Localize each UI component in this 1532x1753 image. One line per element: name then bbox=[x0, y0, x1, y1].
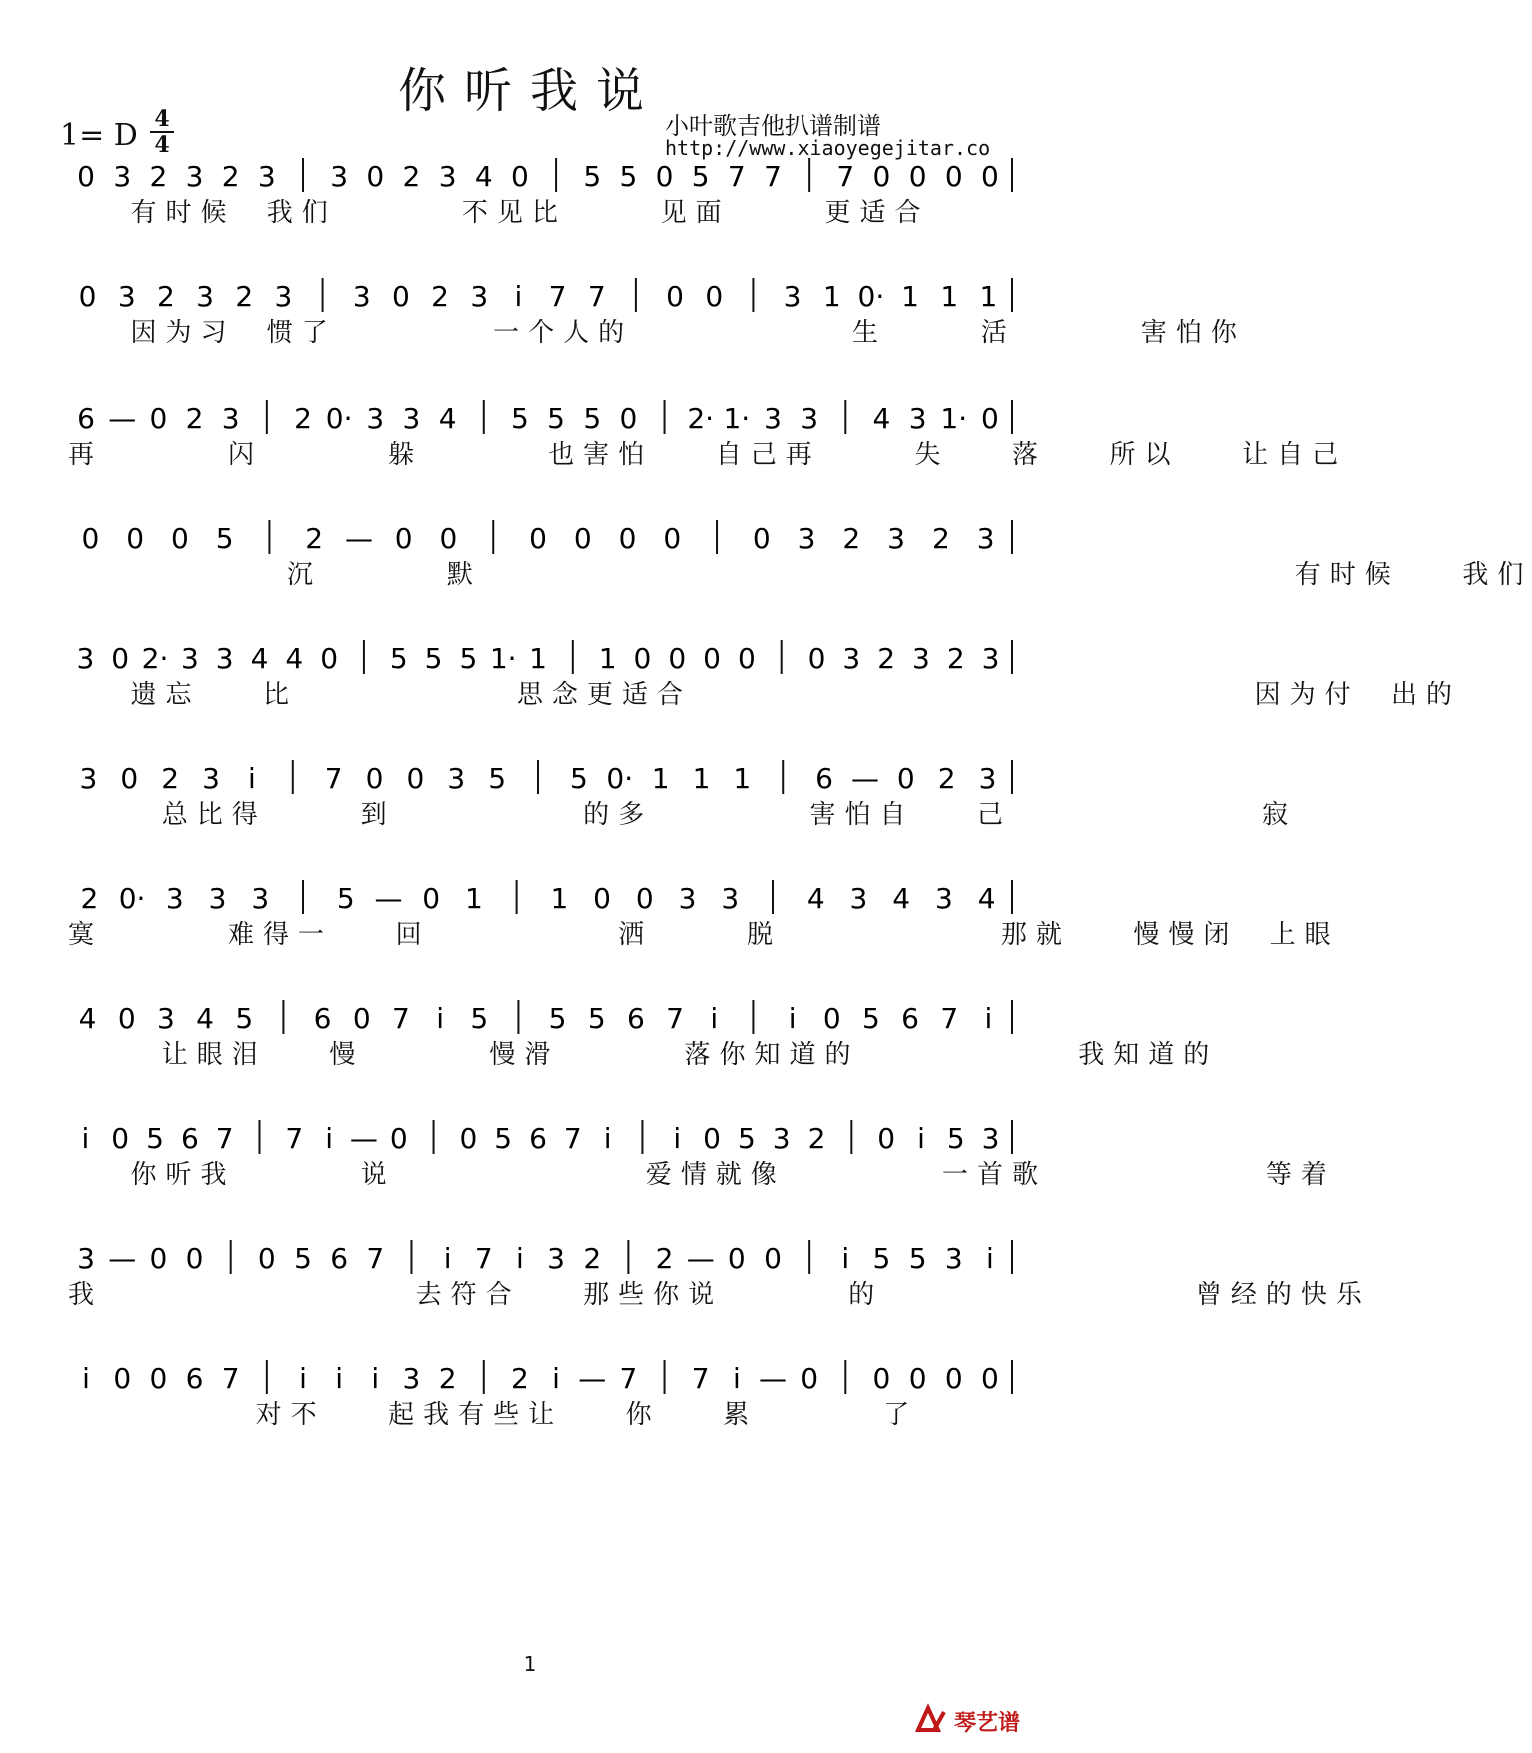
meter-top: 4 bbox=[154, 106, 170, 132]
note: 0 bbox=[800, 1362, 819, 1395]
score-row bbox=[58, 270, 1246, 400]
note: 5 bbox=[215, 522, 234, 555]
note: 4 bbox=[438, 402, 457, 435]
note: 0 bbox=[593, 882, 612, 915]
note: 3 bbox=[77, 1242, 95, 1275]
note: 2 bbox=[931, 522, 950, 555]
note: 0 bbox=[529, 522, 547, 555]
note: 3 bbox=[800, 402, 819, 435]
note: 1· bbox=[723, 402, 751, 435]
note: 0 bbox=[981, 402, 999, 435]
note: 3 bbox=[547, 1242, 565, 1275]
note: 7 bbox=[619, 1362, 638, 1395]
note: 0 bbox=[459, 1122, 478, 1155]
note: 7 bbox=[215, 1122, 234, 1155]
note: 0 bbox=[406, 762, 425, 795]
score-row bbox=[58, 1112, 1336, 1242]
note: — bbox=[578, 1362, 607, 1395]
note: 2 bbox=[149, 160, 168, 193]
note: 7 bbox=[285, 1122, 304, 1155]
note: 6 bbox=[77, 402, 95, 435]
note: 0 bbox=[392, 280, 410, 313]
note: 1 bbox=[733, 762, 752, 795]
note: 3 bbox=[208, 882, 227, 915]
note: 3 bbox=[934, 882, 953, 915]
note: 3 bbox=[842, 642, 861, 675]
note: 3 bbox=[447, 762, 466, 795]
note: 0 bbox=[81, 522, 100, 555]
note: 3 bbox=[981, 1122, 1000, 1155]
note: 4 bbox=[872, 402, 891, 435]
note: 4 bbox=[285, 642, 304, 675]
note: 2 bbox=[161, 762, 180, 795]
note: 2 bbox=[438, 1362, 457, 1395]
note: 1· bbox=[940, 402, 968, 435]
lyrics-line: 对不 起我有些让 你 累 了 bbox=[68, 1400, 919, 1430]
note: 0 bbox=[635, 882, 654, 915]
note: 0 bbox=[113, 1362, 132, 1395]
note: 3 bbox=[180, 642, 199, 675]
note: 5 bbox=[872, 1242, 891, 1275]
score-row bbox=[58, 150, 1016, 280]
note: 3 bbox=[678, 882, 697, 915]
lyrics-line: 让眼泪 慢 慢滑 落你知道的 我知道的 bbox=[68, 1040, 1219, 1070]
note: 3 bbox=[438, 160, 457, 193]
note: 0 bbox=[111, 642, 130, 675]
score-row bbox=[58, 872, 1340, 1002]
score-row bbox=[58, 512, 1532, 642]
note: 1 bbox=[598, 642, 617, 675]
score-row bbox=[58, 632, 1461, 762]
note: i bbox=[984, 1002, 993, 1035]
note: i bbox=[788, 1002, 797, 1035]
note: — bbox=[344, 522, 373, 555]
note: 2 bbox=[842, 522, 861, 555]
note: 5 bbox=[583, 402, 602, 435]
note: 2· bbox=[141, 642, 169, 675]
transcriber-credit: 小叶歌吉他扒谱制谱 bbox=[665, 112, 881, 140]
note: 2· bbox=[687, 402, 715, 435]
note: 5 bbox=[547, 402, 565, 435]
note: 1 bbox=[529, 642, 547, 675]
note: 4 bbox=[250, 642, 269, 675]
note: i bbox=[248, 762, 256, 795]
note: 3 bbox=[912, 642, 930, 675]
note: 2 bbox=[402, 160, 421, 193]
note: 3 bbox=[849, 882, 868, 915]
score-row bbox=[58, 752, 1298, 882]
note: i bbox=[710, 1002, 719, 1035]
note: 0 bbox=[764, 1242, 782, 1275]
note: i bbox=[732, 1362, 741, 1395]
note: 3 bbox=[165, 882, 184, 915]
note: 5 bbox=[488, 762, 507, 795]
note: — bbox=[108, 1242, 137, 1275]
note: 0· bbox=[857, 280, 885, 313]
note: 0 bbox=[666, 280, 684, 313]
note: 3 bbox=[366, 402, 385, 435]
note: i bbox=[603, 1122, 612, 1155]
meter-bottom: 4 bbox=[154, 132, 170, 158]
note: 2 bbox=[807, 1122, 826, 1155]
key-signature: 1= D bbox=[60, 118, 138, 153]
note: 3 bbox=[797, 522, 816, 555]
note: 2 bbox=[221, 160, 240, 193]
note: 0 bbox=[394, 522, 413, 555]
note: 5 bbox=[691, 160, 710, 193]
lyrics-line: 寞 难得一 回 洒 脱 那就 慢慢闭 上眼 bbox=[68, 920, 1340, 950]
note: — bbox=[108, 402, 137, 435]
note: 0 bbox=[908, 1362, 927, 1395]
note: 1 bbox=[692, 762, 711, 795]
note: 0 bbox=[120, 762, 139, 795]
note: i bbox=[81, 1122, 90, 1155]
note: 7 bbox=[940, 1002, 959, 1035]
note: 0 bbox=[727, 1242, 746, 1275]
note: 3 bbox=[402, 402, 421, 435]
note: 4 bbox=[196, 1002, 214, 1035]
song-title: 你听我说 bbox=[397, 63, 662, 119]
note: 3 bbox=[908, 402, 927, 435]
note: 6 bbox=[185, 1362, 204, 1395]
note: 1· bbox=[489, 642, 517, 675]
lyrics-line: 你听我 说 爱情就像 一首歌 等着 bbox=[68, 1160, 1336, 1190]
note: 4 bbox=[474, 160, 493, 193]
note: 5 bbox=[389, 642, 408, 675]
note: 0 bbox=[170, 522, 189, 555]
note: 0 bbox=[668, 642, 687, 675]
score-row bbox=[58, 992, 1219, 1122]
note: 0· bbox=[325, 402, 353, 435]
note: 3 bbox=[257, 160, 276, 193]
note: — bbox=[349, 1122, 378, 1155]
note: 0 bbox=[703, 1122, 721, 1155]
note: 3 bbox=[79, 762, 98, 795]
note: 6 bbox=[815, 762, 834, 795]
note: 6 bbox=[180, 1122, 199, 1155]
note: 2 bbox=[157, 280, 175, 313]
note: i bbox=[514, 280, 523, 313]
note: 0 bbox=[663, 522, 682, 555]
note: 3 bbox=[113, 160, 132, 193]
note: 0 bbox=[149, 1242, 168, 1275]
note: 3 bbox=[470, 280, 489, 313]
note: 2 bbox=[235, 280, 254, 313]
note: 5 bbox=[569, 762, 588, 795]
note: 0 bbox=[944, 160, 963, 193]
note: 0 bbox=[149, 1362, 168, 1395]
lyrics-line: 有时候 我们 不见比 见面 更适合 bbox=[68, 198, 930, 228]
score-row bbox=[58, 392, 1348, 522]
note: i bbox=[917, 1122, 925, 1155]
note: 5 bbox=[583, 160, 602, 193]
note: 2 bbox=[583, 1242, 602, 1275]
note: 3 bbox=[221, 402, 240, 435]
note: 7 bbox=[392, 1002, 410, 1035]
note: 0 bbox=[126, 522, 145, 555]
note: 3 bbox=[783, 280, 802, 313]
note: 2 bbox=[185, 402, 204, 435]
note: 5 bbox=[235, 1002, 254, 1035]
note: 1 bbox=[901, 280, 919, 313]
note: 0 bbox=[439, 522, 458, 555]
note: i bbox=[335, 1362, 344, 1395]
note: i bbox=[325, 1122, 334, 1155]
note: 0 bbox=[117, 1002, 136, 1035]
note: 3 bbox=[251, 882, 270, 915]
note: 3 bbox=[117, 280, 136, 313]
note: i bbox=[986, 1242, 994, 1275]
note: 7 bbox=[836, 160, 855, 193]
note: 3 bbox=[202, 762, 220, 795]
note: 2 bbox=[655, 1242, 674, 1275]
note: — bbox=[686, 1242, 715, 1275]
note: 3 bbox=[330, 160, 349, 193]
note: 0 bbox=[908, 160, 927, 193]
note: 0 bbox=[703, 642, 721, 675]
note: 0 bbox=[78, 280, 97, 313]
note: 0 bbox=[352, 1002, 371, 1035]
note: 0 bbox=[737, 642, 756, 675]
note: 2 bbox=[305, 522, 324, 555]
note: 5 bbox=[511, 402, 529, 435]
note: 1 bbox=[464, 882, 483, 915]
note: 0 bbox=[981, 160, 999, 193]
note: 0 bbox=[822, 1002, 841, 1035]
note: — bbox=[374, 882, 403, 915]
note: 0 bbox=[981, 1362, 999, 1395]
source-url: http://www.xiaoyegejitar.co bbox=[665, 136, 991, 160]
page-number: 1 bbox=[523, 1652, 537, 1676]
note: 0 bbox=[366, 160, 385, 193]
note: 0 bbox=[511, 160, 529, 193]
note: 5 bbox=[494, 1122, 513, 1155]
note: 5 bbox=[336, 882, 355, 915]
note: 5 bbox=[459, 642, 478, 675]
note: 4 bbox=[806, 882, 825, 915]
logo-text: 琴艺谱 bbox=[954, 1711, 1021, 1736]
note: 3 bbox=[978, 762, 997, 795]
note: i bbox=[443, 1242, 452, 1275]
note: 3 bbox=[764, 402, 782, 435]
note: 7 bbox=[548, 280, 567, 313]
note: 0 bbox=[365, 762, 384, 795]
note: 3 bbox=[185, 160, 204, 193]
note: 5 bbox=[587, 1002, 606, 1035]
note: i bbox=[82, 1362, 90, 1395]
note: 1 bbox=[940, 280, 959, 313]
note: i bbox=[673, 1122, 682, 1155]
note: i bbox=[552, 1362, 560, 1395]
note: 2 bbox=[877, 642, 896, 675]
note: 7 bbox=[691, 1362, 710, 1395]
note: 2 bbox=[294, 402, 312, 435]
note: 6 bbox=[330, 1242, 349, 1275]
note: 4 bbox=[892, 882, 911, 915]
note: 1 bbox=[651, 762, 670, 795]
note: 7 bbox=[366, 1242, 385, 1275]
note: 3 bbox=[274, 280, 293, 313]
note: i bbox=[436, 1002, 444, 1035]
lyrics-line: 因为习 惯了 一个人的 生 活 害怕你 bbox=[68, 318, 1246, 348]
note: 0 bbox=[111, 1122, 130, 1155]
note: i bbox=[516, 1242, 524, 1275]
note: 2 bbox=[80, 882, 99, 915]
note: 0 bbox=[149, 402, 168, 435]
note: 0 bbox=[752, 522, 771, 555]
note: 1 bbox=[550, 882, 569, 915]
note: 2 bbox=[946, 642, 965, 675]
note: 3 bbox=[772, 1122, 791, 1155]
note: 3 bbox=[76, 642, 95, 675]
note: 3 bbox=[976, 522, 995, 555]
note: 7 bbox=[666, 1002, 684, 1035]
note: 6 bbox=[529, 1122, 547, 1155]
note: 3 bbox=[196, 280, 214, 313]
note: — bbox=[759, 1362, 787, 1395]
note: 0 bbox=[633, 642, 652, 675]
note: 4 bbox=[78, 1002, 97, 1035]
note: 7 bbox=[474, 1242, 493, 1275]
note: 0 bbox=[896, 762, 915, 795]
note: 0 bbox=[320, 642, 339, 675]
note: 3 bbox=[944, 1242, 963, 1275]
note: 0· bbox=[118, 882, 146, 915]
note: i bbox=[841, 1242, 850, 1275]
note: 5 bbox=[470, 1002, 489, 1035]
note: i bbox=[371, 1362, 380, 1395]
note: 3 bbox=[721, 882, 740, 915]
note: 6 bbox=[901, 1002, 919, 1035]
note: 5 bbox=[424, 642, 443, 675]
note: 0 bbox=[618, 522, 637, 555]
note: 0 bbox=[185, 1242, 204, 1275]
note: 2 bbox=[511, 1362, 529, 1395]
note: 0 bbox=[619, 402, 638, 435]
note: 5 bbox=[294, 1242, 312, 1275]
lyrics-line: 我 去符合 那些你说 的 曾经的快乐 bbox=[68, 1280, 1371, 1310]
note: 3 bbox=[157, 1002, 175, 1035]
score-row bbox=[58, 1232, 1371, 1362]
note: 0 bbox=[705, 280, 724, 313]
note: 6 bbox=[627, 1002, 645, 1035]
score-row bbox=[58, 1352, 1016, 1482]
note: 1 bbox=[979, 280, 998, 313]
note: 1 bbox=[822, 280, 841, 313]
note: 0 bbox=[944, 1362, 963, 1395]
note: 7 bbox=[727, 160, 746, 193]
note: 3 bbox=[981, 642, 1000, 675]
note: 5 bbox=[619, 160, 638, 193]
note: 5 bbox=[548, 1002, 567, 1035]
note: i bbox=[299, 1362, 307, 1395]
note: 0 bbox=[422, 882, 441, 915]
note: 0 bbox=[877, 1122, 896, 1155]
note: 0· bbox=[606, 762, 634, 795]
note: 0 bbox=[257, 1242, 276, 1275]
lyrics-line: 沉 默 有时候 我们 bbox=[68, 560, 1532, 590]
note: — bbox=[850, 762, 879, 795]
note: 0 bbox=[77, 160, 95, 193]
note: 7 bbox=[563, 1122, 582, 1155]
lyrics-line: 再 闪 躲 也害怕 自己再 失 落 所以 让自己 bbox=[68, 440, 1348, 470]
note: 0 bbox=[872, 160, 891, 193]
note: 2 bbox=[431, 280, 449, 313]
note: 7 bbox=[764, 160, 782, 193]
note: 2 bbox=[937, 762, 956, 795]
note: 5 bbox=[146, 1122, 164, 1155]
note: 6 bbox=[313, 1002, 332, 1035]
time-signature bbox=[150, 108, 174, 156]
note: 5 bbox=[862, 1002, 880, 1035]
note: 7 bbox=[587, 280, 606, 313]
note: 0 bbox=[872, 1362, 891, 1395]
note: 0 bbox=[655, 160, 674, 193]
note: 4 bbox=[977, 882, 996, 915]
note: 7 bbox=[324, 762, 343, 795]
lyrics-line: 遗忘 比 思念更适合 因为付 出的 bbox=[68, 680, 1461, 710]
note: 5 bbox=[737, 1122, 756, 1155]
note: 3 bbox=[352, 280, 371, 313]
note: 0 bbox=[389, 1122, 408, 1155]
note: 5 bbox=[946, 1122, 965, 1155]
note: 3 bbox=[215, 642, 234, 675]
note: 5 bbox=[908, 1242, 927, 1275]
note: 0 bbox=[807, 642, 826, 675]
note: 0 bbox=[573, 522, 592, 555]
note: 3 bbox=[402, 1362, 421, 1395]
note: 3 bbox=[887, 522, 906, 555]
lyrics-line: 总比得 到 的多 害怕自 己 寂 bbox=[68, 800, 1298, 830]
note: 7 bbox=[221, 1362, 240, 1395]
